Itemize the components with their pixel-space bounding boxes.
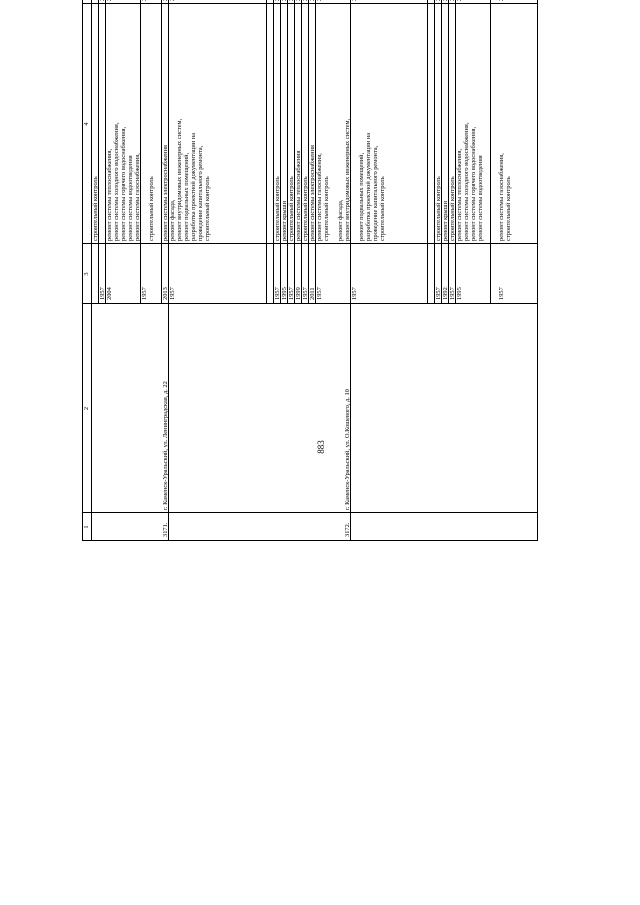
entry-address: г. Каменск-Уральский, ул. О.Кошевого, д. 10 — [344, 389, 351, 510]
year-cell: 2004 — [106, 287, 113, 300]
col-divider-3 — [82, 243, 538, 244]
work-type-cell: ремонт системы газоснабжения, — [498, 153, 505, 241]
year-cell: 1957 — [288, 287, 295, 300]
year-cell: 2013 — [162, 287, 169, 300]
row-divider — [448, 0, 449, 304]
table-border-bottom — [537, 0, 538, 541]
work-type-cell: ремонт внутридомовых инженерных систем, — [344, 118, 351, 241]
work-type-cell: ремонт системы электроснабжения — [162, 145, 169, 241]
table-border-left — [82, 540, 538, 541]
year-cell: 1957 — [449, 287, 456, 300]
period-cell — [351, 0, 358, 1]
year-cell: 1957 — [99, 287, 106, 300]
header-divider — [91, 0, 92, 541]
work-type-cell: разработка проектной документации на — [365, 132, 372, 241]
period-cell — [106, 0, 113, 1]
work-type-cell: строительный контроль — [302, 176, 309, 241]
period-cell — [141, 0, 148, 1]
work-type-cell: проведение капитального ремонта, — [197, 145, 204, 241]
rotated-page — [82, 85, 538, 850]
work-type-cell: строительный контроль — [323, 176, 330, 241]
work-type-cell: ремонт системы горячего водоснабжения, — [470, 126, 477, 241]
work-type-cell: ремонт системы газоснабжения, — [316, 153, 323, 241]
work-type-cell: ремонт подвальных помещений, — [358, 152, 365, 241]
header-col-2: 2 — [83, 406, 90, 411]
work-type-cell: строительный контроль — [288, 176, 295, 241]
year-cell: 1992 — [442, 287, 449, 300]
row-divider — [280, 0, 281, 304]
work-type-cell: ремонт подвальных помещений, — [183, 152, 190, 241]
col-divider-2 — [82, 303, 538, 304]
period-cell — [456, 0, 463, 1]
year-cell: 1957 — [141, 287, 148, 300]
row-divider — [441, 0, 442, 304]
year-cell: 2011 — [309, 287, 316, 300]
work-type-cell: строительный контроль — [148, 176, 155, 241]
period-cell — [169, 0, 176, 1]
work-type-cell: ремонт системы электроснабжения — [309, 145, 316, 241]
year-cell: 1957 — [435, 287, 442, 300]
work-type-cell: ремонт крыши — [281, 200, 288, 241]
repair-schedule-table — [82, 0, 538, 541]
work-type-cell: ремонт системы горячего водоснабжения, — [120, 126, 127, 241]
header-col-5 — [83, 0, 90, 4]
year-cell: 1957 — [316, 287, 323, 300]
row-divider — [490, 0, 491, 304]
work-type-cell: ремонт системы теплоснабжения, — [106, 148, 113, 241]
year-cell: 1957 — [169, 287, 176, 300]
row-divider — [98, 0, 99, 304]
year-cell: 1957 — [274, 287, 281, 300]
work-type-cell: ремонт системы водоотведения — [477, 155, 484, 241]
work-type-cell: ремонт фасада, — [337, 199, 344, 241]
period-cell — [498, 0, 505, 1]
work-type-cell: ремонт системы газоснабжения, — [134, 153, 141, 241]
entry-address: г. Каменск-Уральский, ул. Ленинградская, д. 22 — [162, 381, 169, 510]
page-number: 883 — [316, 440, 326, 454]
year-cell: 1957 — [351, 287, 358, 300]
row-divider — [427, 0, 428, 304]
row-divider — [287, 0, 288, 304]
row-divider — [140, 0, 141, 304]
work-type-cell: ремонт системы теплоснабжения — [295, 150, 302, 241]
work-type-cell: ремонт крыши — [442, 200, 449, 241]
year-cell: 1999 — [295, 287, 302, 300]
work-type-cell: строительный контроль — [204, 176, 211, 241]
work-type-cell: ремонт фасада, — [169, 199, 176, 241]
period-cell — [316, 0, 323, 1]
year-cell: 1957 — [302, 287, 309, 300]
col-divider-4 — [82, 3, 538, 4]
header-col-1: 1 — [83, 525, 90, 529]
work-type-cell: строительный контроль — [92, 176, 99, 241]
work-type-cell: ремонт системы холодного водоснабжения, — [113, 122, 120, 241]
work-type-cell: проведение капитального ремонта, — [372, 145, 379, 241]
entry-number: 3172. — [344, 522, 351, 537]
row-divider — [273, 0, 274, 304]
work-type-cell: ремонт внутридомовых инженерных систем, — [176, 118, 183, 241]
work-type-cell: строительный контроль — [449, 176, 456, 241]
row-divider — [434, 0, 435, 304]
year-cell: 1957 — [498, 287, 505, 300]
work-type-cell: строительный контроль — [379, 176, 386, 241]
row-divider — [266, 0, 267, 304]
entry-number: 3171. — [162, 522, 169, 537]
work-type-cell: строительный контроль — [274, 176, 281, 241]
work-type-cell: строительный контроль — [435, 176, 442, 241]
work-type-cell: строительный контроль — [505, 176, 512, 241]
year-cell: 1995 — [456, 287, 463, 300]
work-type-cell: ремонт системы теплоснабжения, — [456, 148, 463, 241]
year-cell: 1995 — [281, 287, 288, 300]
header-col-4: 4 — [83, 122, 90, 126]
header-col-3: 3 — [83, 272, 90, 276]
work-type-cell: ремонт системы холодного водоснабжения, — [463, 122, 470, 241]
work-type-cell: разработка проектной документации на — [190, 132, 197, 241]
work-type-cell: ремонт системы водоотведения — [127, 155, 134, 241]
col-divider-1 — [82, 512, 538, 513]
